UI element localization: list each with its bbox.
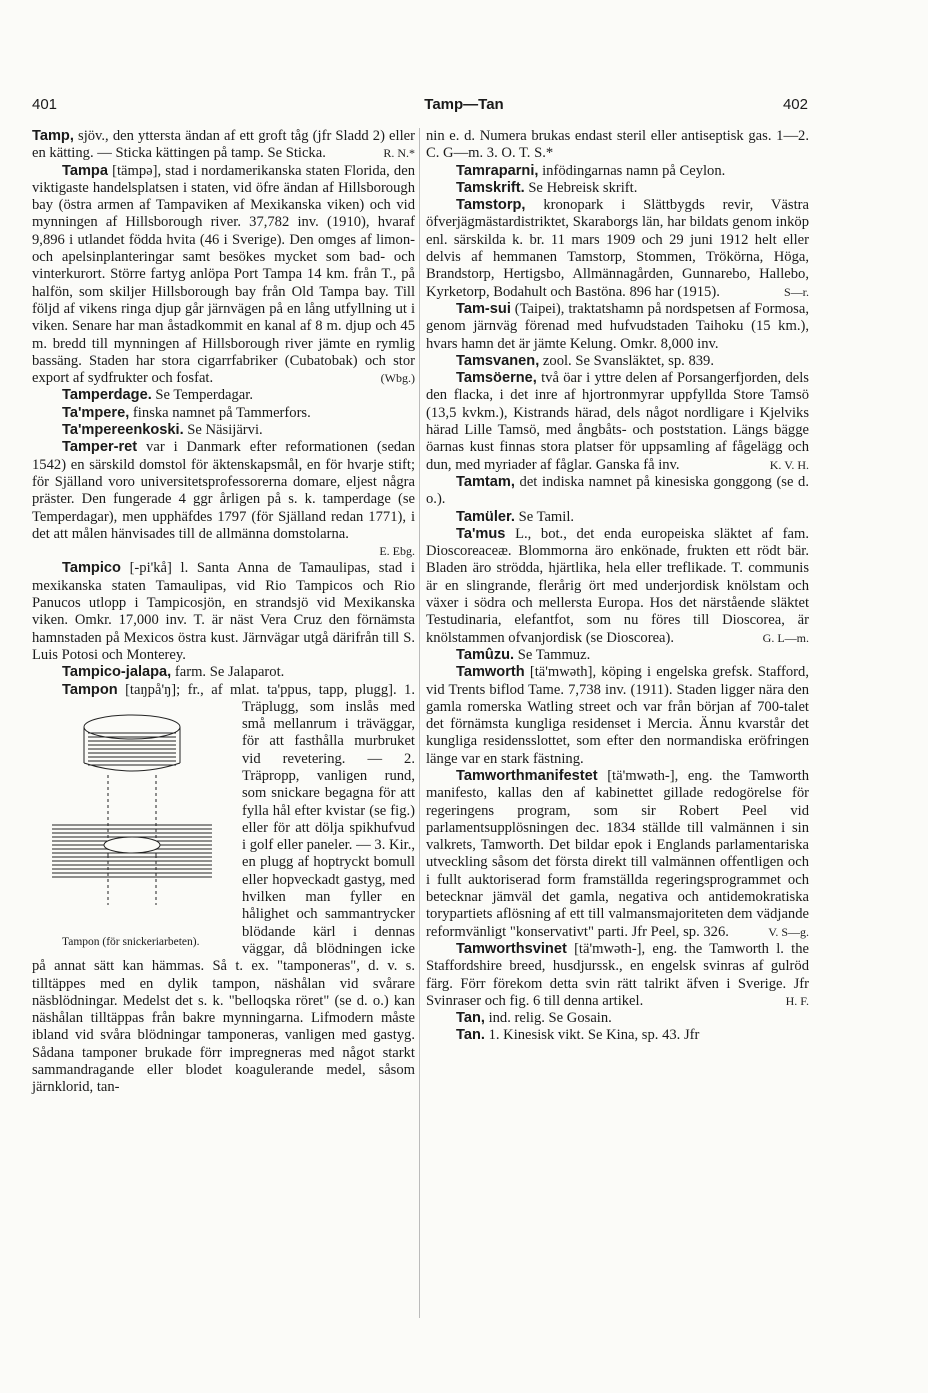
- entry-text: det indiska namnet på kinesiska gonggong (se d. o.).: [426, 473, 809, 508]
- headword: Tam-sui: [456, 300, 511, 317]
- headword: Tan,: [456, 1010, 485, 1027]
- left-entry: [32, 163, 415, 388]
- headword: Tamsöerne,: [456, 370, 537, 387]
- entry-text: [tä'mwəth-], eng. the Tamworth manifesto, kallas den af kabinettet gillade redogörelse för regeringens program, som sir Robert Peel vid parlamentsupplösningen dec. 1834 ställde till valmännen i sin valkrets, Tamworth. Det bildar epok i Englands parlamentariska utveckling såsom det första direkt till valmännen offentligen och i fullt auktoriserad form framställda regeringsprogrammet och betecknar jämväl det gamla, negativa och antidemokratiska torypartiets aflösning af ett till valmansmajoriteten dem vädjande reformvänligt "konservativt" parti. Jfr Peel, sp. 326.: [426, 767, 809, 940]
- right-entry: [426, 370, 809, 474]
- entry-text: nin e. d. Numera brukas endast steril eller antiseptisk gas. 1—2. C. G—m. 3. O. T. S.*: [426, 128, 809, 162]
- left-entry: [32, 387, 415, 404]
- right-entry: [426, 301, 809, 353]
- entry-text: Se Tamil.: [514, 508, 575, 525]
- entry-text: 1. Kinesisk vikt. Se Kina, sp. 43. Jfr: [484, 1027, 700, 1044]
- figure-caption: Tampon (för snickeriarbeten).: [62, 935, 200, 948]
- entry-text: zool. Se Svansläktet, sp. 839.: [539, 352, 714, 369]
- author-signature: S—r.: [783, 284, 809, 299]
- entry-text: kronopark i Slättbygds revir, Västra öfverjägmästardistriktet, Skaraborgs län, har bildats genom inköp enl. särskilda k. br. 11 mars 1909 och 29 juni 1912 helt eller delvis af hemmanen Tamstorp, Stommen, Trökörna, Höga, Brandstorp, Hertigsbo, Allmännagården, Gunnarebo, Hallebo, Kyrketorp, Bodahult och Bastöna. 896 har (1915).: [426, 197, 809, 300]
- right-entry: [426, 180, 809, 197]
- left-entry: [32, 560, 415, 664]
- headword: Tamûzu.: [456, 646, 515, 663]
- author-signature: (Wbg.): [380, 371, 415, 386]
- entry-text: (Taipei), traktatshamn på nordspetsen af Formosa, genom järnväg förenad med hufvudstaden Taihoku (15 km.), hvars hamn det är jämte Kelung. Omkr. 8,000 inv.: [426, 300, 809, 352]
- headword: Ta'mpere,: [62, 404, 130, 421]
- headword: Tamperdage.: [62, 387, 152, 404]
- author-signature: K. V. H.: [769, 457, 809, 472]
- headword: Tampa: [62, 162, 108, 179]
- page-header: [0, 96, 928, 116]
- headword: Tamper-ret: [62, 439, 138, 456]
- headword: Tampon: [62, 681, 118, 698]
- entry-text: L., bot., det enda europeiska släktet af fam. Dioscoreaceæ. Blommorna äro enkönade, frukten ett rödt bär. Bladen äro strödda, hjärtlika, hela eller treflikade. T. communis är en slingrande, flerårig ört med underjordisk knölstam och växer i södra och mellersta Europa. Hos det närstående släktet Testudinaria, elefantfot, som nu föres till Dioscorea, är knölstammen ofvanjordisk (se Dioscorea).: [426, 525, 809, 646]
- headword: Tampico: [62, 560, 121, 577]
- headword: Tamworthmanifestet: [456, 767, 598, 784]
- right-entry: [426, 664, 809, 768]
- headword: Ta'mpereenkoski.: [62, 422, 184, 439]
- entry-text: två öar i yttre delen af Porsangerfjorden, dels den flacka, i det inre af hjortronmyrar uppfyllda Store Tamsö (13,5 kvkm.), Kistrands härad, dels något nordligare i Kjelviks härad Lille Tamsö, med ångbåts- och poststation. Längs bägge öarnas kust finnas stora platser för uppsamling af fågelägg och dun, med myriader af fåglar. Ganska få inv.: [426, 370, 809, 473]
- right-entry: [426, 647, 809, 664]
- left-entry: [32, 664, 415, 681]
- page-number-right: 402: [782, 96, 808, 113]
- author-signature: R. N.*: [383, 146, 415, 161]
- right-entry: [426, 941, 809, 1010]
- headword: Tampico-jalapa,: [62, 664, 172, 681]
- headword: Tamtam,: [456, 473, 515, 490]
- headword: Tan.: [456, 1027, 485, 1044]
- left-entry: [32, 128, 415, 163]
- right-entry: [426, 128, 809, 163]
- left-entry: [32, 422, 415, 439]
- headword: Tamworth: [456, 664, 525, 681]
- headword: Tamp,: [32, 128, 74, 144]
- entry-text: [tä'mwəth-], eng. the Tamworth l. the Staffordshire breed, husdjurssk., en engelsk svinras af gulröd färg. Förr förekom detta svin rätt talrikt äfven i Sverige. Jfr Svinraser och fig. 6 till denna artikel.: [426, 940, 809, 1009]
- right-entry: [426, 768, 809, 941]
- entry-text: [tämpə], stad i nordamerikanska staten Florida, den viktigaste handelsplatsen i staten, vid öfre ändan af Hillsborough bay (östra armen af Tampaviken af Mexikanska viken) och vid mynningen af Hillsborough river. 37,782 inv. (1910), hvaraf 9,896 i utlandet födda hvita (46 i Sverige). Den omges af limon- och apelsinplanteringar samt besökes mycket som bad- och vinterkurort. Större fartyg anlöpa Port Tampa 14 km. från T., på halfön, som skiljer Hillsborough bay från Old Tampa bay. Till följd af vikens ringa djup går järnvägen på en lång utfyllning ut i viken. Senare har man åstadkommit en kanal af 8 m. djup och 45 m. bredd till mynningen af Hillsborough river jämte en rymlig bassäng. Staden har stora cigarrfabriker (Cubatobak) och stor export af sydfrukter och fosfat.: [32, 162, 415, 387]
- entry-text: Se Näsijärvi.: [183, 422, 263, 439]
- entry-text: infödingarnas namn på Ceylon.: [538, 162, 726, 179]
- right-entry: [426, 1027, 809, 1044]
- author-signature: V. S—g.: [768, 924, 809, 939]
- entry-text: farm. Se Jalaparot.: [171, 664, 285, 681]
- left-entry: Tampon [taŋpå'ŋ]; fr., af mlat. ta'ppus, tapp, plugg]. 1. Träplugg, Tampon (för snickeriarbeten). som inslås med små mellanrum i träväggar, för att fasthålla murbruket vid revetering. — 2. Träpropp, vanligen rund, som snickare begagna för att fylla hål efter kvistar (se fig.) eller för att dölja spikhufvud i golf eller paneler. — 3. Kir., en plugg af hoptryckt bomull eller hopveckadt gastyg, med hvilken man fyller en hålighet och sammantrycker blödande kärl i dennas väggar, då blödningen icke på annat sätt kan hämmas. Så t. ex. "tamponeras", d. v. s. tilltäppes med en dylik tampon, näshålan vid svårare näsblödningar. Medelst det s. k. "belloqska röret" (se d. o.) kan näshålan tilltäppas från bakre mynningarna. Lifmodern måste ibland vid svåra blödningar tamponeras, vanligen med gastyg. Sådana tamponer brukade förr impregneras med något starkt sammandragande eller blodet koagulerande medel, såsom järnklorid, tan-: [32, 681, 415, 1096]
- headword: Tamstorp,: [456, 197, 526, 214]
- entry-text: Se Temperdagar.: [151, 387, 253, 404]
- right-entry: [426, 526, 809, 647]
- headword: Ta'mus: [456, 525, 506, 542]
- entry-text: ind. relig. Se Gosain.: [484, 1010, 612, 1027]
- headword: Tamraparni,: [456, 162, 539, 179]
- author-signature: E. Ebg.: [379, 544, 415, 559]
- headword: Tamskrift.: [456, 179, 525, 196]
- author-signature: H. F.: [785, 993, 809, 1008]
- headword: Tamüler.: [456, 508, 515, 525]
- entry-text: Se Tammuz.: [514, 646, 591, 663]
- entry-text: var i Danmark efter reformationen (sedan 1542) en särskild domstol för äktenskapsmål, en för hvarje stift; för Själland voro universitetsprofessorerna domare, eljest några präster. Den fungerade 4 ggr årligen på s. k. tamperdage (se Temperdagar), men upphäfdes 1797 (för Själland redan 1771), i det att målen hänvisades till de allmänna domstolarna.: [32, 439, 415, 542]
- running-title: Tamp—Tan: [424, 96, 504, 113]
- entry-text: [tä'mwəth], köping i engelska grefsk. Stafford, vid Trents biflod Tame. 7,738 inv. (1911). Staden ligger nära den gamla romerska Watling street och var från början af 700-talet det förnämsta kungliga residenset i Mercia. Ännu kvarstår det kungliga residensslottet, som efter den normandiska eröfringen länge var en stark fästning.: [426, 664, 809, 767]
- right-entry: [426, 163, 809, 180]
- left-column: [32, 128, 415, 1097]
- author-signature: G. L—m.: [762, 630, 809, 645]
- column-divider: [419, 128, 420, 1318]
- entry-text: sjöv., den yttersta ändan af ett groft tåg (jfr Sladd 2) eller en kätting. — Sticka kättingen på tamp. Se Sticka.: [32, 128, 415, 162]
- left-entry: [32, 439, 415, 560]
- tampon-figure: [32, 701, 232, 949]
- right-column: [426, 128, 809, 1045]
- entry-text: Se Hebreisk skrift.: [524, 179, 638, 196]
- entry-text: finska namnet på Tammerfors.: [129, 404, 311, 421]
- right-entry: [426, 353, 809, 370]
- right-entry: [426, 509, 809, 526]
- right-entry: [426, 1010, 809, 1027]
- right-entry: [426, 197, 809, 301]
- left-entry: [32, 405, 415, 422]
- tampon-illustration: [52, 705, 212, 925]
- headword: Tamworthsvinet: [456, 940, 567, 957]
- page-number-left: 401: [32, 96, 58, 113]
- entry-text: [-pi'kå] l. Santa Anna de Tamaulipas, stad i mexikanska staten Tamaulipas, vid Rio Tampicos och Rio Panucos utlopp i Tampicosjön, en strandsjö vid Mexikanska viken. Omkr. 17,000 inv. T. är näst Vera Cruz den förnämsta hamnstaden på Mexicos östra kust. Järnvägar utgå därifrån till S. Luis Potosi och Monterey.: [32, 560, 415, 663]
- right-entry: [426, 474, 809, 509]
- headword: Tamsvanen,: [456, 352, 540, 369]
